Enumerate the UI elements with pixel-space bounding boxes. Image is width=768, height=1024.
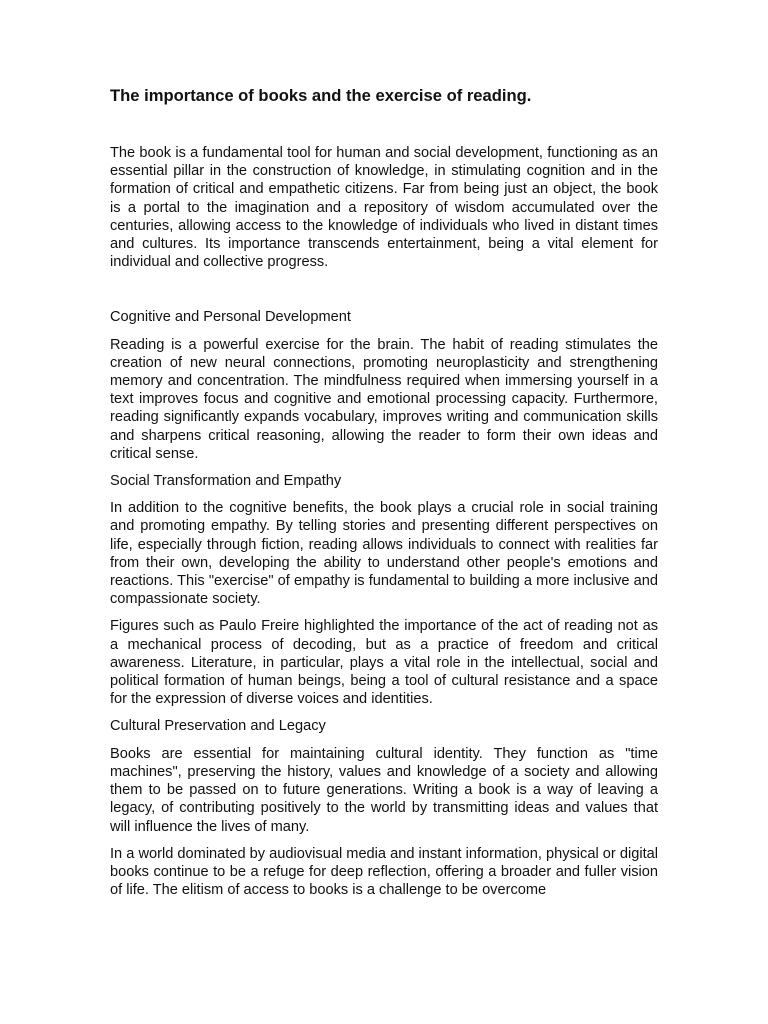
- section-heading-cultural: Cultural Preservation and Legacy: [110, 718, 326, 735]
- paragraph-social-1: In addition to the cognitive benefits, the book plays a crucial role in social training and promoting empathy. By telling stories and presenting different perspectives on life, especially through fiction, reading allows individuals to connect with realities far from their own, developing the ability to understand other people's emotions and reactions. This "exercise" of empathy is fundamental to building a more inclusive and compassionate society.: [110, 500, 658, 608]
- paragraph-cultural-2: In a world dominated by audiovisual media and instant information, physical or digital books continue to be a refuge for deep reflection, offering a broader and fuller vision of life. The elitism of access to books is a challenge to be overcome: [110, 845, 658, 899]
- section-heading-social: Social Transformation and Empathy: [110, 473, 342, 490]
- document-title: The importance of books and the exercise of reading.: [110, 86, 532, 105]
- intro-paragraph: The book is a fundamental tool for human and social development, functioning as an essential pillar in the construction of knowledge, in stimulating cognition and in the formation of critical and empathetic citizens. Far from being just an object, the book is a portal to the imagination and a repository of wisdom accumulated over the centuries, allowing access to the knowledge of individuals who lived in distant times and cultures. Its importance transcends entertainment, being a vital element for individual and collective progress.: [110, 145, 658, 271]
- section-heading-cognitive: Cognitive and Personal Development: [110, 309, 351, 326]
- paragraph-cultural-1: Books are essential for maintaining cultural identity. They function as "time machines", preserving the history, values and knowledge of a society and allowing them to be passed on to future generations. Writing a book is a way of leaving a legacy, of contributing positively to the world by transmitting ideas and values that will influence the lives of many.: [110, 745, 658, 835]
- paragraph-social-2: Figures such as Paulo Freire highlighted the importance of the act of reading not as a mechanical process of decoding, but as a practice of freedom and critical awareness. Literature, in particular, plays a vital role in the intellectual, social and political formation of human beings, being a tool of cultural resistance and a space for the expression of diverse voices and identities.: [110, 618, 658, 708]
- paragraph-cognitive: Reading is a powerful exercise for the brain. The habit of reading stimulates the creation of new neural connections, promoting neuroplasticity and strengthening memory and concentration. The mindfulness required when immersing yourself in a text improves focus and cognitive and emotional processing capacity. Furthermore, reading significantly expands vocabulary, improves writing and communication skills and sharpens critical reasoning, allowing the reader to form their own ideas and critical sense.: [110, 336, 658, 462]
- document-body: [110, 144, 658, 908]
